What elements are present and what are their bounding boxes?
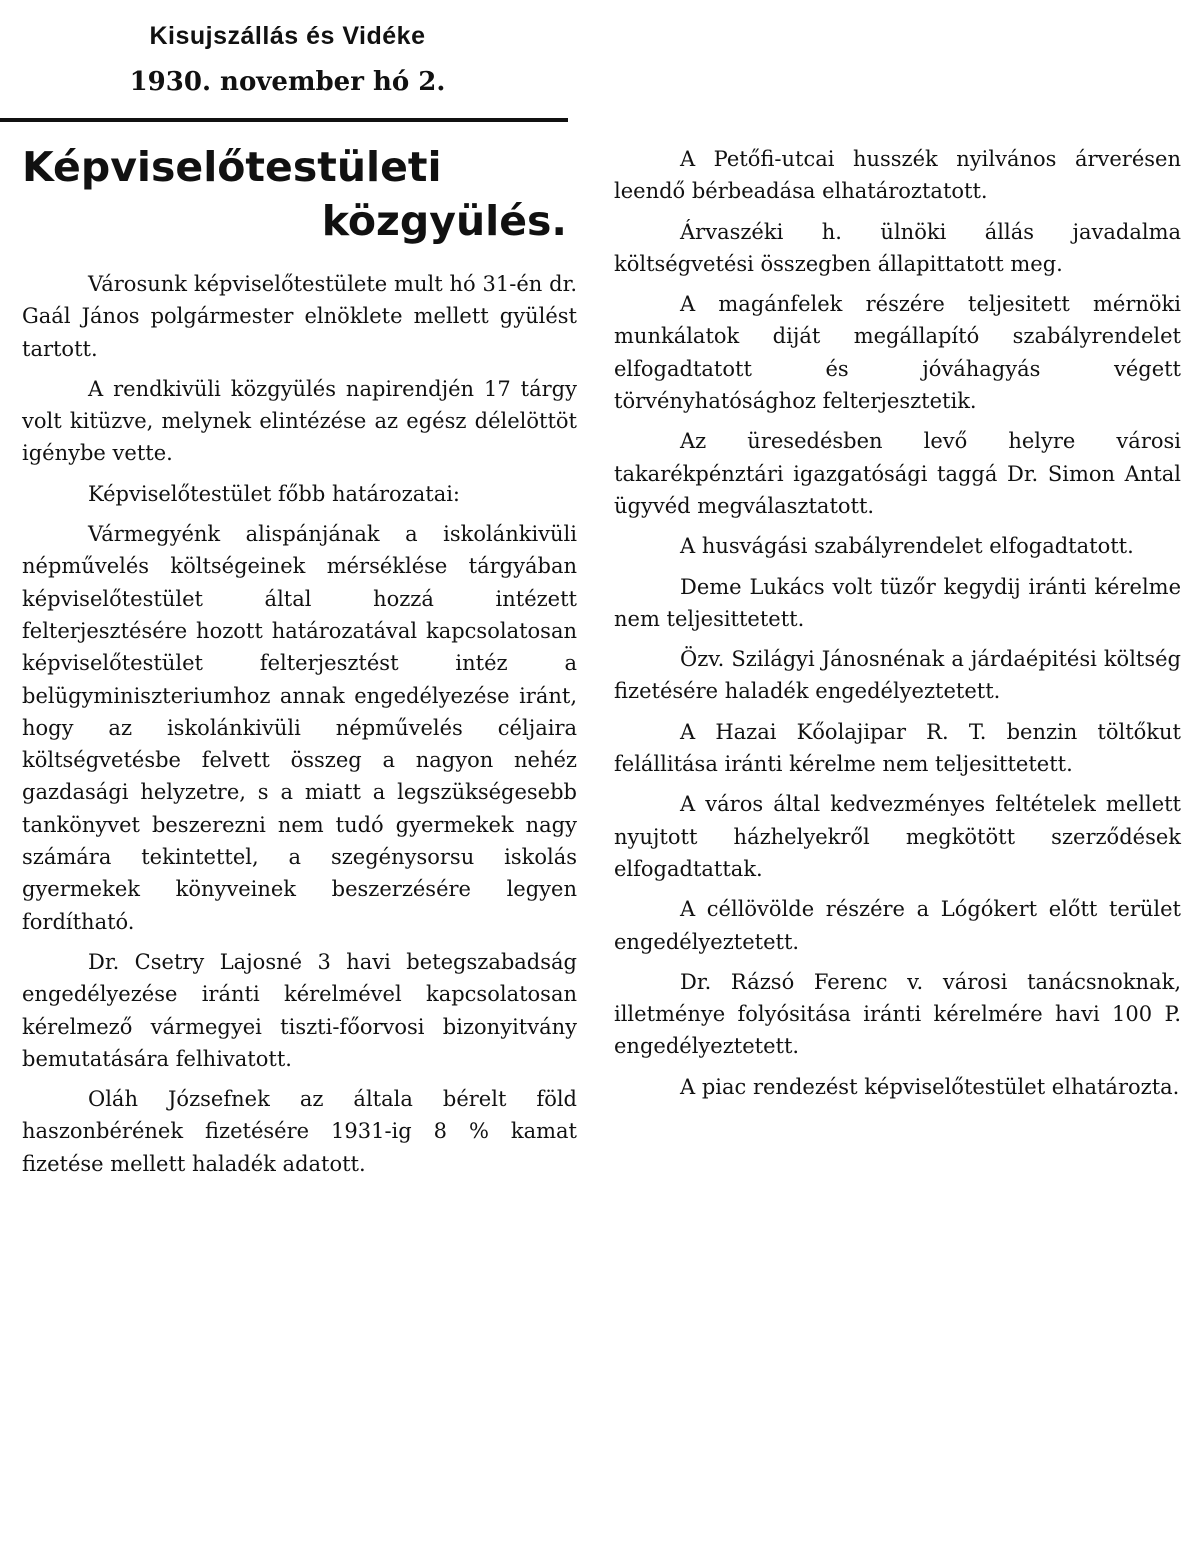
paragraph: Dr. Csetry Lajosné 3 havi betegszabadság engedélyezése iránti kérelmével kapcsolatosan kérelmező vármegyei tiszti-főorvosi bizonyitvány bemutatására felhivatott. <box>22 949 577 1071</box>
paragraph: A piac rendezést képviselőtestület elhatározta. <box>680 1074 1180 1099</box>
paragraph: Özv. Szilágyi Jánosnénak a járdaépitési költség fizetésére haladék engedélyeztetett. <box>614 647 1181 704</box>
paragraph: Képviselőtestület főbb határozatai: <box>88 481 461 506</box>
paragraph: Oláh Józsefnek az általa bérelt föld haszonbérének fizetésére 1931-ig 8 % kamat fizetése mellett haladék adatott. <box>22 1087 577 1176</box>
newspaper-name: Kisujszállás és Vidéke <box>149 22 426 50</box>
paragraph: Árvaszéki h. ülnöki állás javadalma költségvetési összegben állapittatott meg. <box>614 219 1181 276</box>
paragraph: Városunk képviselőtestülete mult hó 31-én dr. Gaál János polgármester elnöklete mellett gyülést tartott. <box>22 272 577 361</box>
paragraph: A város által kedvezményes feltételek mellett nyujtott házhelyekről megkötött szerződések elfogadtattak. <box>614 792 1181 881</box>
paragraph: Dr. Rázsó Ferenc v. városi tanácsnoknak, illetménye folyósitása iránti kérelmére havi 100 P. engedélyeztetett. <box>614 969 1181 1059</box>
issue-date: 1930. november hó 2. <box>129 67 446 97</box>
masthead <box>0 18 575 102</box>
paragraph: A magánfelek részére teljesitett mérnöki munkálatok diját megállapító szabályrendelet elfogadtatott és jóváhagyás végett törvényhatósághoz felterjesztetik. <box>614 292 1181 414</box>
headline-line-1: Képviselőtestületi <box>22 143 442 191</box>
headline-line-2: közgyülés. <box>321 197 567 245</box>
paragraph: Vármegyénk alispánjának a iskolánkivüli népművelés költségeinek mérséklése tárgyában képviselőtestület által hozzá intézett felterjesztésére hozott határozatával kapcsolatosan képviselőtestület felterjesztést intéz a belügyminiszteriumhoz annak engedélyezése iránt, hogy az iskolánkivüli népművelés céljaira költségvetésbe felvett összeg a nagyon nehéz gazdasági helyzetre, s a miatt a legszükségesebb tankönyvet beszerezni nem tudó gyermekek nagy számára tekintettel, a szegénysorsu iskolás gyermekek könyveinek beszerzésére legyen fordítható. <box>22 522 577 934</box>
paragraph: A Petőfi-utcai husszék nyilvános árverésen leendő bérbeadása elhatároztatott. <box>614 147 1181 204</box>
paragraph: Az üresedésben levő helyre városi takarékpénztári igazgatósági taggá Dr. Simon Antal ügyvéd megválasztatott. <box>614 429 1181 518</box>
paragraph: A céllövölde részére a Lógókert előtt terület engedélyeztetett. <box>614 897 1181 954</box>
paragraph: A husvágási szabályrendelet elfogadtatott. <box>680 534 1134 559</box>
paragraph: Deme Lukács volt tüzőr kegydij iránti kérelme nem teljesittetett. <box>614 574 1181 631</box>
left-column <box>22 268 577 1188</box>
article-headline <box>22 140 572 248</box>
right-column <box>614 143 1181 1111</box>
paragraph: A Hazai Kőolajipar R. T. benzin töltőkut felállitása iránti kérelme nem teljesittetett. <box>614 719 1181 777</box>
paragraph: A rendkivüli közgyülés napirendjén 17 tárgy volt kitüzve, melynek elintézése az egész délelöttöt igénybe vette. <box>22 376 577 466</box>
masthead-rule <box>0 118 568 122</box>
